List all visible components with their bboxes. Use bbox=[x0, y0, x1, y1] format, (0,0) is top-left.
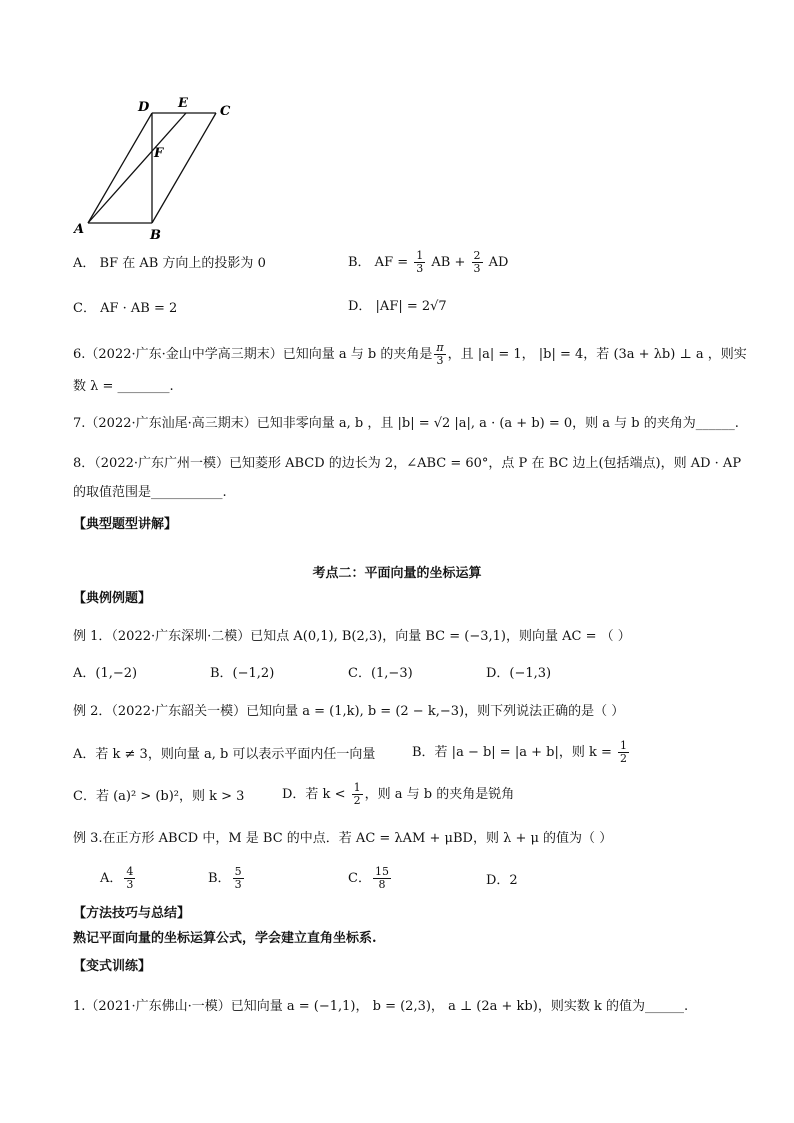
frac-num: 1 bbox=[353, 781, 361, 794]
label-F: F bbox=[154, 146, 164, 161]
frac-den: 3 bbox=[473, 262, 481, 275]
frac-num: 1 bbox=[416, 249, 424, 262]
q6-line1-a: 6.（2022·广东·金山中学高三期末）已知向量 a 与 b 的夹角是 bbox=[73, 347, 433, 362]
variant1-text: 1.（2021·广东佛山·一模）已知向量 a = (−1,1)， b = (2,3)， a ⊥ (2a + kb)，则实数 k 的值为______. bbox=[73, 999, 689, 1014]
frac-num: 2 bbox=[473, 249, 481, 262]
section-method: 【方法技巧与总结】 bbox=[73, 906, 191, 921]
q5-b-suffix: AD bbox=[484, 255, 509, 270]
method-text: 熟记平面向量的坐标运算公式，学会建立直角坐标系. bbox=[73, 931, 377, 946]
ex2-option-b bbox=[412, 740, 631, 765]
ex3-option-b bbox=[208, 866, 246, 891]
q5-b-prefix: B． AF = bbox=[348, 255, 413, 270]
q5-b-frac2 bbox=[472, 250, 483, 275]
ex3-c-frac bbox=[373, 866, 391, 891]
q6-line2: 数 λ = ________. bbox=[73, 379, 174, 394]
ex3-option-d: D．2 bbox=[486, 873, 518, 888]
ex2-b-pre: B．若 |a − b| = |a + b|，则 k = bbox=[412, 745, 616, 760]
q5-option-b bbox=[348, 250, 508, 275]
q5-b-frac1 bbox=[414, 250, 425, 275]
label-C: C bbox=[220, 104, 231, 119]
ex3-option-c bbox=[348, 866, 393, 891]
option-label: B． bbox=[208, 871, 231, 886]
q5-option-a: A． BF 在 AB 方向上的投影为 0 bbox=[73, 256, 266, 271]
frac-num: 4 bbox=[126, 865, 134, 878]
segment-AE bbox=[88, 113, 186, 223]
parallelogram-figure bbox=[70, 95, 240, 240]
ex3-option-a bbox=[100, 866, 137, 891]
frac-den: 2 bbox=[620, 752, 627, 765]
label-E: E bbox=[178, 96, 188, 111]
ex3-stem: 例 3.在正方形 ABCD 中，M 是 BC 的中点．若 AC = λAM + μBD，则 λ + μ 的值为（ ） bbox=[73, 831, 613, 846]
ex1-option-d: D．(−1,3) bbox=[486, 666, 552, 681]
ex2-stem: 例 2．（2022·广东韶关一模）已知向量 a = (1,k), b = (2 − k,−3)，则下列说法正确的是（ ） bbox=[73, 704, 625, 719]
option-label: C． bbox=[348, 871, 371, 886]
frac-den: 8 bbox=[378, 878, 386, 891]
edge-BC bbox=[152, 113, 216, 223]
frac-den: 3 bbox=[436, 354, 444, 367]
frac-num: 5 bbox=[234, 865, 242, 878]
ex2-d-post: ，则 a 与 b 的夹角是锐角 bbox=[364, 787, 515, 802]
ex1-stem: 例 1．（2022·广东深圳·二模）已知点 A(0,1), B(2,3)，向量 BC = (−3,1)，则向量 AC = （ ） bbox=[73, 629, 631, 644]
label-D: D bbox=[138, 100, 150, 115]
ex2-b-frac bbox=[618, 740, 629, 765]
q7-text: 7.（2022·广东汕尾·高三期末）已知非零向量 a, b ，且 |b| = √2 |a|, a · (a + b) = 0，则 a 与 b 的夹角为______. bbox=[73, 416, 739, 431]
label-A: A bbox=[74, 222, 85, 237]
ex1-option-b: B．(−1,2) bbox=[210, 666, 275, 681]
q5-option-d: D． |AF| = 2√7 bbox=[348, 299, 447, 314]
ex2-option-d bbox=[282, 782, 514, 807]
section-examples: 【典例例题】 bbox=[73, 591, 152, 606]
frac-den: 3 bbox=[416, 262, 424, 275]
section-variant: 【变式训练】 bbox=[73, 959, 152, 974]
label-B: B bbox=[150, 228, 161, 240]
edge-DA bbox=[88, 113, 152, 223]
q6-pi-frac bbox=[434, 342, 445, 367]
option-label: A． bbox=[100, 871, 123, 886]
section-typical: 【典型题型讲解】 bbox=[73, 517, 178, 532]
frac-den: 3 bbox=[234, 878, 242, 891]
q5-b-mid: AB + bbox=[427, 255, 470, 270]
q8-line1: 8．（2022·广东广州一模）已知菱形 ABCD 的边长为 2，∠ABC = 60°，点 P 在 BC 边上(包括端点)，则 AD · AP bbox=[73, 456, 742, 471]
ex1-option-c: C．(1,−3) bbox=[348, 666, 413, 681]
frac-num: 15 bbox=[374, 865, 389, 878]
frac-den: 2 bbox=[353, 794, 361, 807]
point2-title: 考点二：平面向量的坐标运算 bbox=[312, 566, 482, 581]
ex2-option-c: C．若 (a)² > (b)²，则 k > 3 bbox=[73, 789, 245, 804]
ex2-option-a: A．若 k ≠ 3，则向量 a, b 可以表示平面内任一向量 bbox=[73, 747, 376, 762]
ex2-d-pre: D．若 k < bbox=[282, 787, 350, 802]
ex3-b-frac bbox=[233, 866, 244, 891]
frac-den: 3 bbox=[126, 878, 134, 891]
q5-option-c: C． AF · AB = 2 bbox=[73, 301, 178, 316]
ex1-option-a: A．(1,−2) bbox=[73, 666, 138, 681]
ex2-d-frac bbox=[352, 782, 363, 807]
frac-num: π bbox=[436, 341, 444, 354]
ex3-a-frac bbox=[124, 866, 135, 891]
q8-line2: 的取值范围是___________. bbox=[73, 485, 227, 500]
q6-line1-b: ，且 |a| = 1， |b| = 4，若 (3a + λb) ⊥ a ，则实 bbox=[447, 347, 747, 362]
frac-num: 1 bbox=[620, 739, 627, 752]
q6-line1 bbox=[73, 342, 747, 367]
